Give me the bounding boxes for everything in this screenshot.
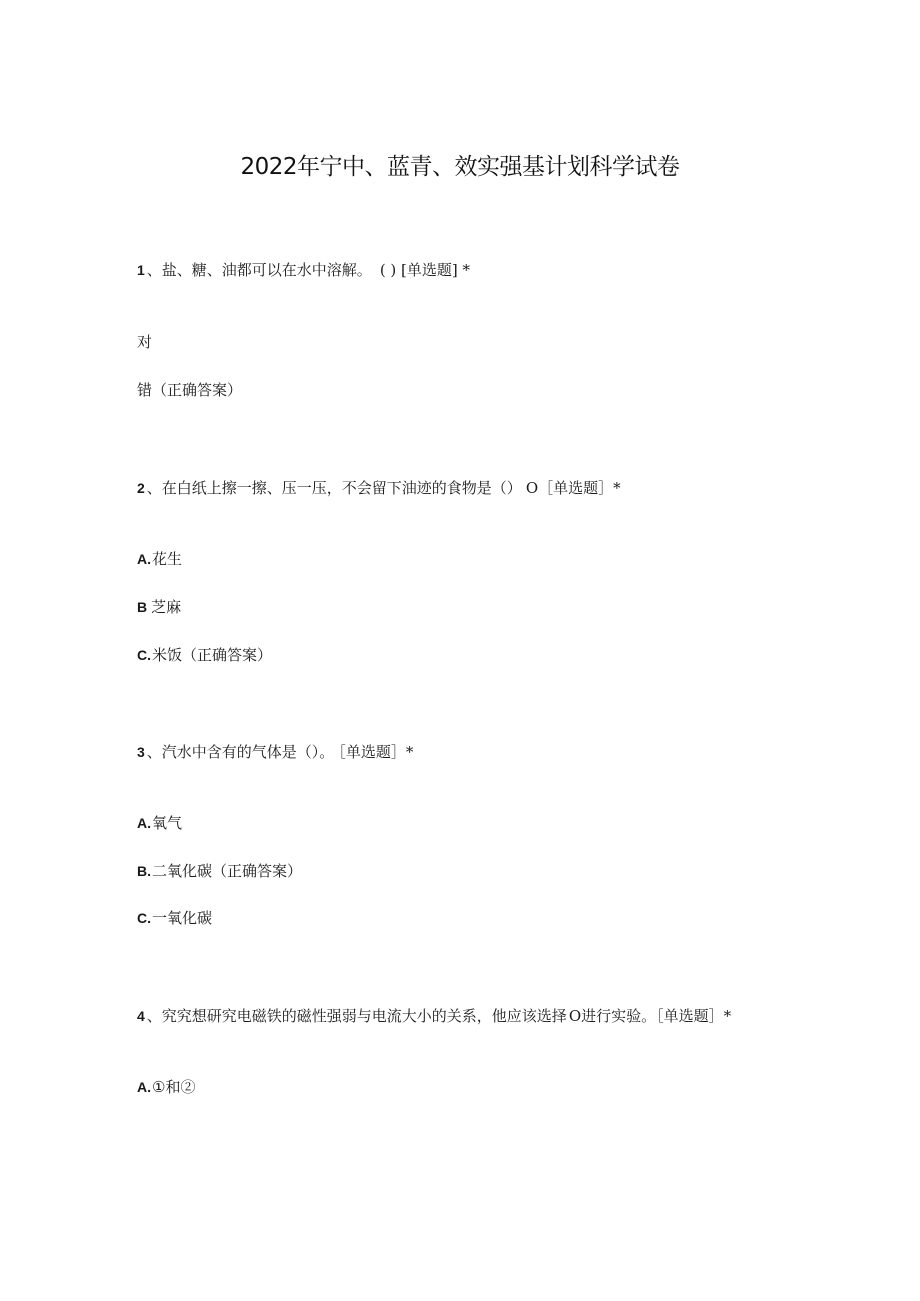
option-text: 二氧化碳（正确答案） bbox=[152, 862, 303, 880]
question-type-tag: O进行实验。［单选题］* bbox=[568, 1007, 732, 1025]
option-label: C. bbox=[137, 910, 151, 926]
question-2-option[interactable] bbox=[137, 645, 272, 665]
option-text: 花生 bbox=[152, 550, 183, 568]
option-text: ①和② bbox=[152, 1078, 196, 1096]
question-1-option[interactable] bbox=[137, 332, 152, 352]
question-1 bbox=[137, 260, 470, 280]
question-stem: 、汽水中含有的气体是（）。 bbox=[146, 743, 335, 761]
question-stem: 、盐、糖、油都可以在水中溶解。 bbox=[146, 261, 372, 279]
question-4-option[interactable] bbox=[137, 1077, 195, 1097]
question-number: 1 bbox=[137, 262, 145, 278]
option-text: 米饭（正确答案） bbox=[152, 646, 273, 664]
option-text: 氧气 bbox=[152, 814, 183, 832]
question-type-tag: O［单选题］* bbox=[525, 479, 621, 497]
question-2-option[interactable] bbox=[137, 597, 181, 617]
option-label: C. bbox=[137, 647, 151, 663]
exam-title: 2022年宁中、蓝青、效实强基计划科学试卷 bbox=[240, 154, 680, 180]
option-label: B bbox=[137, 599, 148, 615]
question-type-tag: ［单选题］* bbox=[338, 743, 414, 761]
question-2 bbox=[137, 478, 621, 498]
question-3-option[interactable] bbox=[137, 908, 212, 928]
option-text: 芝麻 bbox=[151, 598, 182, 616]
option-label: B. bbox=[137, 863, 151, 879]
question-number: 2 bbox=[137, 480, 145, 496]
question-1-option[interactable] bbox=[137, 380, 242, 400]
option-label: A. bbox=[137, 815, 151, 831]
question-2-option[interactable] bbox=[137, 549, 182, 569]
question-3-option[interactable] bbox=[137, 861, 302, 881]
option-text: 一氧化碳 bbox=[152, 909, 213, 927]
option-label: A. bbox=[137, 1079, 151, 1095]
question-number: 3 bbox=[137, 744, 145, 760]
question-type-tag: ( ) [单选题] * bbox=[379, 261, 471, 279]
question-3 bbox=[137, 742, 413, 762]
question-number: 4 bbox=[137, 1008, 145, 1024]
option-text: 对 bbox=[137, 333, 153, 351]
question-4 bbox=[137, 1006, 731, 1026]
question-3-option[interactable] bbox=[137, 813, 182, 833]
option-label: A. bbox=[137, 551, 151, 567]
option-text: 错（正确答案） bbox=[137, 381, 243, 399]
question-stem: 、究究想研究电磁铁的磁性强弱与电流大小的关系，他应该选择 bbox=[146, 1007, 567, 1025]
question-stem: 、在白纸上擦一擦、压一压，不会留下油迹的食物是（） bbox=[146, 479, 522, 497]
